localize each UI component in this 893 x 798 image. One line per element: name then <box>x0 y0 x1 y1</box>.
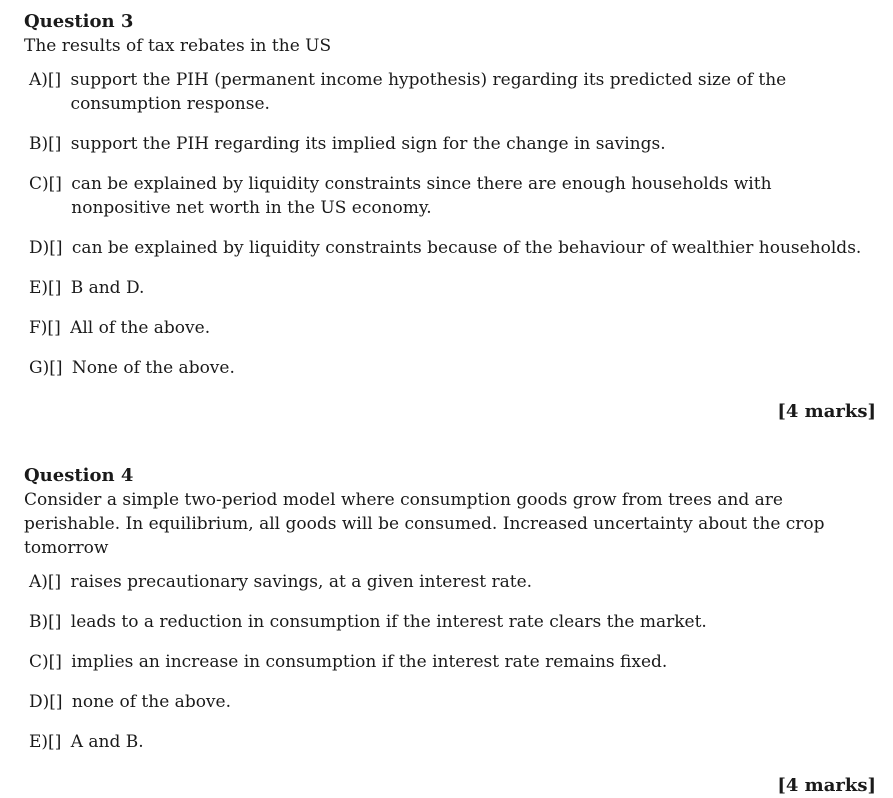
question-3-prompt: The results of tax rebates in the US <box>24 36 332 56</box>
option-letter: C)[ <box>29 174 56 194</box>
option-letter: B)[ <box>29 612 55 632</box>
question-3-option-b[interactable] <box>24 132 876 156</box>
question-3 <box>24 10 876 424</box>
option-letter: E)[ <box>29 732 55 752</box>
option-text: All of the above. <box>70 318 211 338</box>
option-checkbox[interactable]: ] <box>55 174 62 194</box>
question-4-prompt: Consider a simple two-period model where consumption goods grow from trees and are perishable. In equilibrium, all goods will be consumed. Increased uncertainty about the crop tomorrow <box>24 490 825 558</box>
option-letter: A)[ <box>29 70 55 90</box>
question-4 <box>24 464 876 798</box>
option-text: leads to a reduction in consumption if the interest rate clears the market. <box>70 612 707 632</box>
question-3-option-a[interactable] <box>24 68 876 116</box>
option-text: can be explained by liquidity constraints because of the behaviour of wealthier households. <box>71 238 862 258</box>
option-checkbox[interactable]: ] <box>54 732 62 752</box>
option-text: A and B. <box>70 732 144 752</box>
question-3-option-g[interactable] <box>24 356 876 380</box>
question-4-option-b[interactable] <box>24 610 876 634</box>
question-3-option-d[interactable] <box>24 236 876 260</box>
option-checkbox[interactable]: ] <box>55 358 63 378</box>
option-letter: D)[ <box>29 238 56 258</box>
question-4-option-a[interactable] <box>24 570 876 594</box>
question-3-marks: [4 marks] <box>777 401 876 422</box>
option-letter: A)[ <box>29 572 55 592</box>
option-text: none of the above. <box>71 692 231 712</box>
question-4-option-c[interactable] <box>24 650 876 674</box>
option-text: can be explained by liquidity constraints since there are enough households with nonpositive net worth in the US economy. <box>71 174 772 218</box>
option-text: B and D. <box>70 278 145 298</box>
question-3-options <box>24 68 876 380</box>
option-text: None of the above. <box>71 358 235 378</box>
option-checkbox[interactable]: ] <box>54 278 62 298</box>
option-checkbox[interactable]: ] <box>54 318 61 338</box>
option-letter: C)[ <box>29 652 56 672</box>
question-4-marks: [4 marks] <box>777 775 876 796</box>
option-text: support the PIH (permanent income hypothesis) regarding its predicted size of the consumption response. <box>70 70 787 114</box>
option-checkbox[interactable]: ] <box>55 238 63 258</box>
question-3-title: Question 3 <box>24 11 134 32</box>
option-letter: G)[ <box>29 358 56 378</box>
option-text: raises precautionary savings, at a given interest rate. <box>70 572 533 592</box>
option-letter: E)[ <box>29 278 55 298</box>
question-4-option-e[interactable] <box>24 730 876 754</box>
option-letter: B)[ <box>29 134 55 154</box>
option-letter: D)[ <box>29 692 56 712</box>
question-4-option-d[interactable] <box>24 690 876 714</box>
option-checkbox[interactable]: ] <box>55 692 63 712</box>
question-3-option-c[interactable] <box>24 172 876 220</box>
exam-page <box>24 10 876 798</box>
option-text: implies an increase in consumption if the interest rate remains fixed. <box>71 652 668 672</box>
option-checkbox[interactable]: ] <box>54 572 62 592</box>
question-3-option-e[interactable] <box>24 276 876 300</box>
question-3-option-f[interactable] <box>24 316 876 340</box>
option-letter: F)[ <box>29 318 55 338</box>
option-checkbox[interactable]: ] <box>54 612 62 632</box>
question-4-options <box>24 570 876 754</box>
option-checkbox[interactable]: ] <box>54 134 62 154</box>
question-4-title: Question 4 <box>24 465 134 486</box>
option-text: support the PIH regarding its implied sign for the change in savings. <box>70 134 666 154</box>
option-checkbox[interactable]: ] <box>55 652 62 672</box>
option-checkbox[interactable]: ] <box>54 70 62 90</box>
